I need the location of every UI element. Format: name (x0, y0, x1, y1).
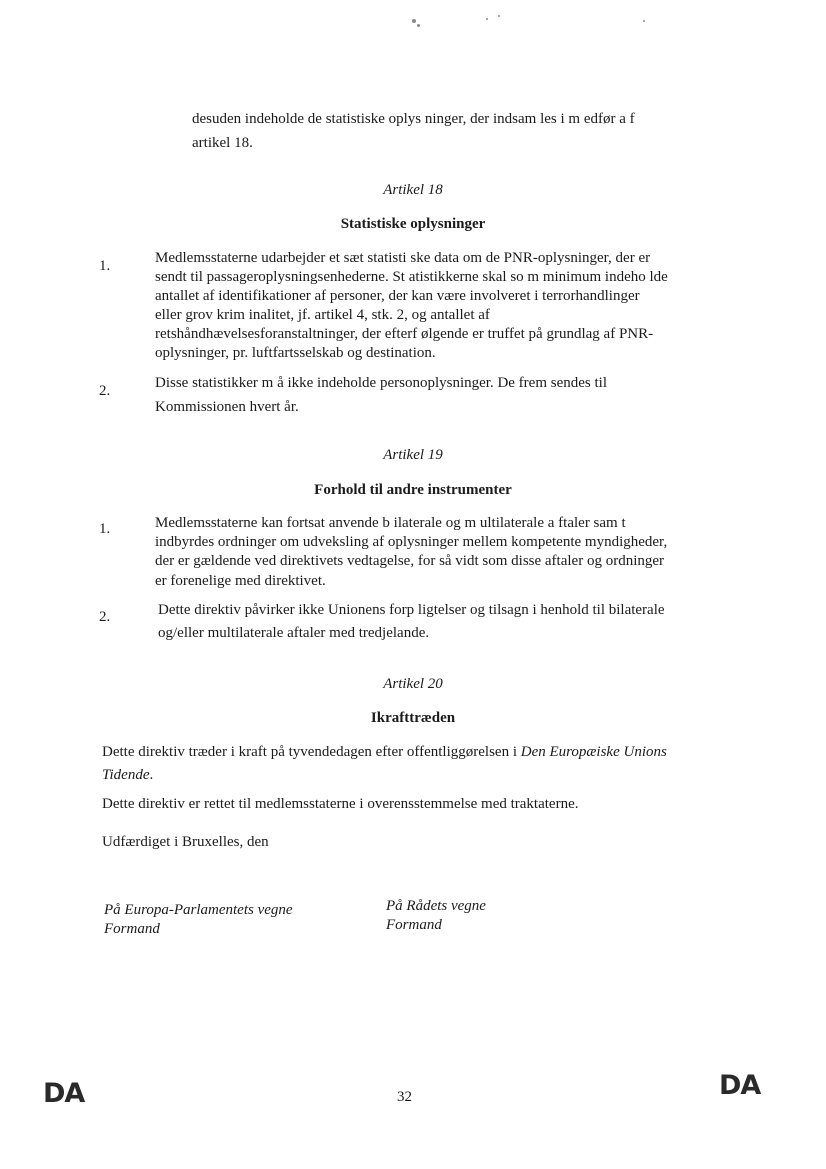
paragraph-line: Dette direktiv er rettet til medlemsstaterne i overensstemmelse med traktaterne. (102, 796, 579, 812)
article-title: Forhold til andre instrumenter (314, 482, 512, 498)
paragraph-line: Dette direktiv påvirker ikke Unionens forp ligtelser og tilsagn i henhold til bilaterale (158, 602, 665, 618)
paragraph-line: antallet af identifikationer af personer, der kan være involveret i terrorhandlinger (155, 288, 640, 304)
paragraph-line (102, 766, 153, 785)
paragraph-line: oplysninger, pr. luftfartsselskab og destination. (155, 345, 436, 361)
paragraph-line: sendt til passageroplysningsenhederne. St atistikkerne skal so m minimum indeho lde (155, 269, 668, 285)
article-title: Statistiske oplysninger (340, 216, 486, 232)
intro-line: artikel 18. (192, 135, 253, 151)
paragraph-line: Medlemsstaterne kan fortsat anvende b ilaterale og m ultilaterale a ftaler sam t (155, 515, 626, 531)
scan-speck (643, 20, 645, 22)
paragraph-line: er forenelige med direktivet. (155, 573, 326, 589)
paragraph-number: 1. (99, 521, 111, 537)
scan-speck (412, 19, 416, 23)
language-code-right: DA (719, 1070, 761, 1101)
paragraph-line: der er gældende ved direktivets vedtagelse, for så vidt som disse aftaler og ordninger (155, 553, 665, 569)
language-code-left: DA (43, 1078, 85, 1109)
signature-institution: På Europa-Parlamentets vegne (104, 902, 293, 918)
paragraph-line: Medlemsstaterne udarbejder et sæt statisti ske data om de PNR-oplysninger, der er (155, 250, 651, 266)
scan-speck (498, 15, 500, 17)
body-text: Dette direktiv træder i kraft på tyvendedagen efter offentliggørelsen i (102, 744, 521, 760)
paragraph-line: Kommissionen hvert år. (155, 399, 299, 415)
paragraph-number: 1. (99, 258, 111, 274)
article-heading: Artikel 19 (383, 447, 443, 463)
body-text: . (149, 767, 154, 783)
signature-role: Formand (104, 921, 160, 937)
intro-line: desuden indeholde de statistiske oplys ninger, der indsam les i m edfør a f (192, 111, 635, 127)
paragraph-line (102, 743, 667, 762)
signature-role: Formand (386, 917, 442, 933)
article-title: Ikrafttræden (370, 710, 456, 726)
page-number: 32 (397, 1089, 412, 1105)
paragraph-line: indbyrdes ordninger om udveksling af oplysninger mellem kompetente myndigheder, (155, 534, 668, 550)
place-date-line: Udfærdiget i Bruxelles, den (102, 834, 269, 850)
journal-name: Tidende (102, 767, 150, 783)
paragraph-number: 2. (99, 609, 111, 625)
article-heading: Artikel 20 (383, 676, 443, 692)
paragraph-line: Disse statistikker m å ikke indeholde personoplysninger. De frem sendes til (155, 375, 607, 391)
paragraph-line: eller grov krim inalitet, jf. artikel 4, stk. 2, og antallet af (155, 307, 490, 323)
signature-institution: På Rådets vegne (386, 898, 486, 914)
scan-speck (417, 24, 420, 27)
journal-name: Den Europæiske Unions (520, 744, 667, 760)
paragraph-line: og/eller multilaterale aftaler med tredjelande. (158, 625, 430, 641)
scan-speck (486, 18, 488, 20)
paragraph-number: 2. (99, 383, 111, 399)
paragraph-line: retshåndhævelsesforanstaltninger, der efterf ølgende er truffet på grundlag af PNR- (155, 326, 654, 342)
article-heading: Artikel 18 (383, 182, 443, 198)
